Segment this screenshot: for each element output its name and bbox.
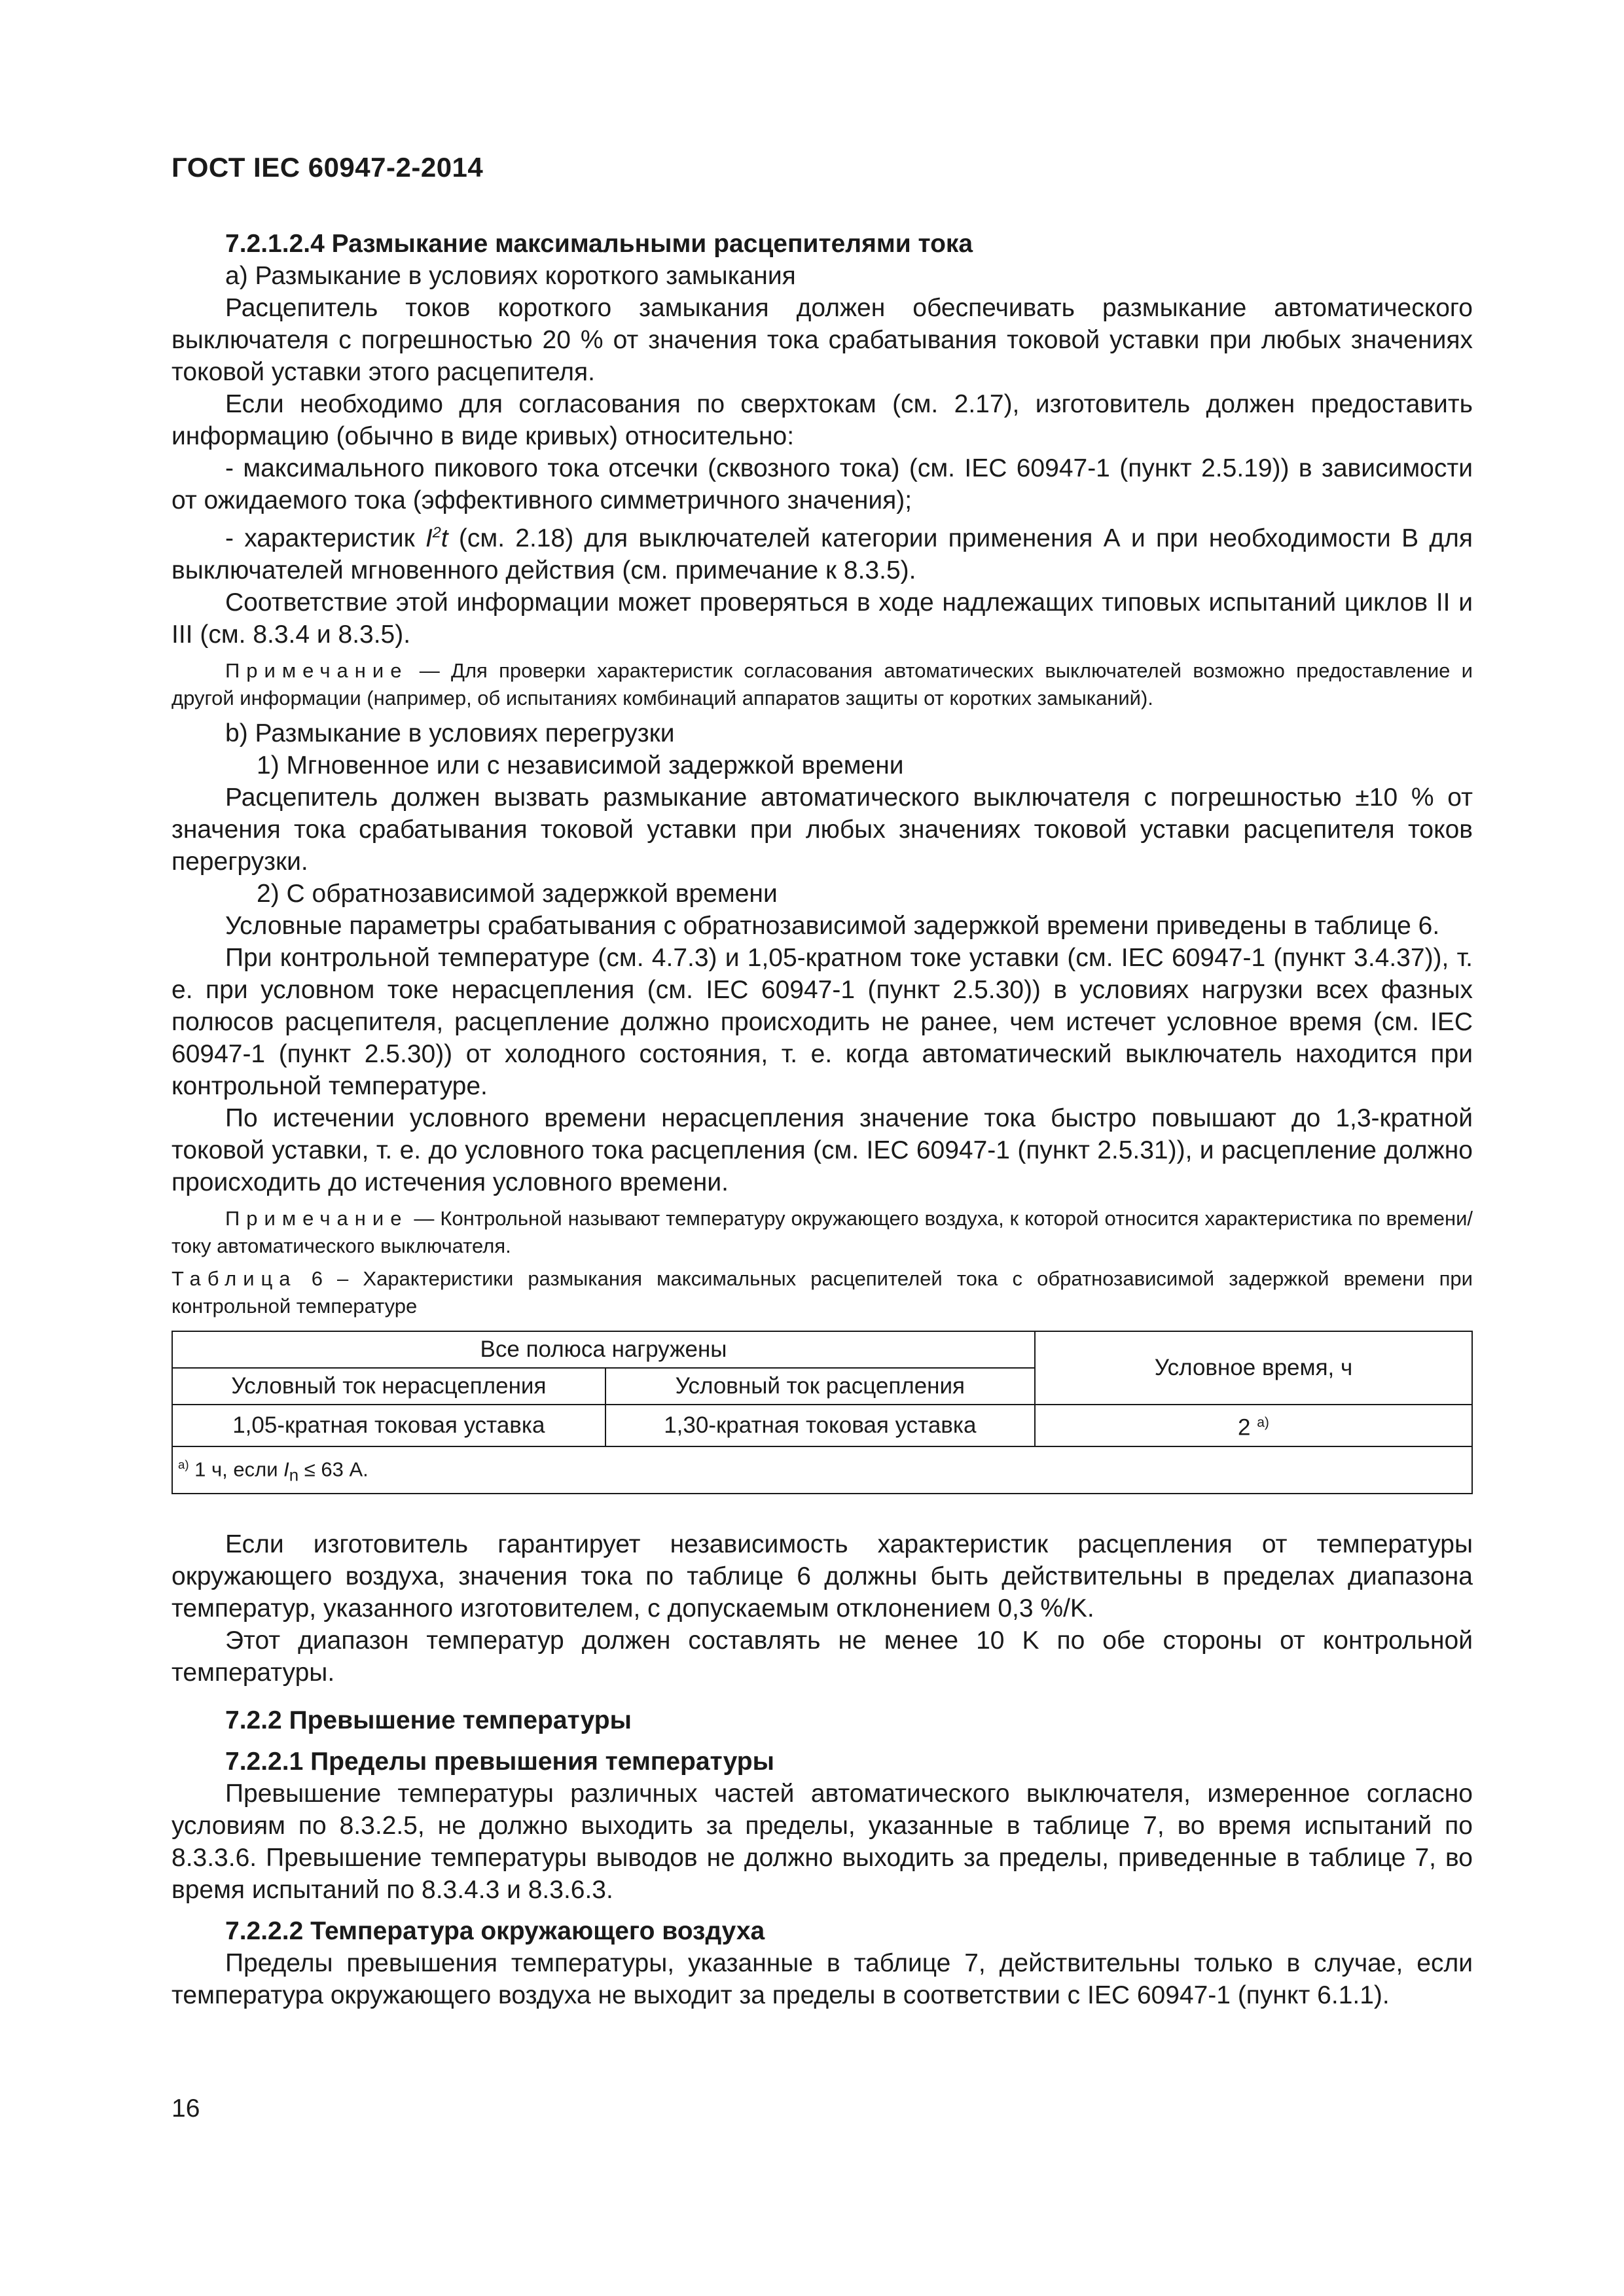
paragraph: Если изготовитель гарантирует независимость характеристик расцепления от температуры окружающего воздуха, значения тока по таблице 6 должны быть действительны в пределах диапазона температур, указанного изготовителем, с допускаемым отклонением 0,3 %/K. — [171, 1530, 1473, 1623]
list-item — [171, 516, 1473, 586]
note-text: — Для проверки характеристик согласования автоматических выключателей возможно предоставление и другой информации (например, об испытаниях комбинаций аппаратов защиты от коротких замыканий). — [171, 659, 1473, 709]
subsection-b1-title: 1) Мгновенное или с независимой задержкой времени — [257, 751, 904, 780]
paragraph: Превышение температуры различных частей автоматического выключателя, измеренное согласно условиям по 8.3.2.5, не должно выходить за пределы, указанные в таблице 7, во время испытаний по 8.3.3.6. Превышение температуры выводов не должно выходить за пределы, приведенные в таблице 7, во время испытаний по 8.3.4.3 и 8.3.6.3. — [171, 1780, 1473, 1905]
paragraph: Расцепитель должен вызвать размыкание автоматического выключателя с погрешностью ±10 % от значения тока срабатывания токовой уставки при любых значениях токовой уставки расцепителя токов перегрузки. — [171, 783, 1473, 876]
paragraph: Условные параметры срабатывания с обратнозависимой задержкой времени приведены в таблице 6. — [225, 912, 1440, 940]
formula-symbol: I — [425, 524, 433, 552]
subsection-b-title: b) Размыкание в условиях перегрузки — [225, 719, 675, 747]
cell-trip-current: 1,30-кратная токовая уставка — [605, 1405, 1035, 1446]
subsection-a-title: a) Размыкание в условиях короткого замыкания — [225, 262, 796, 290]
footnote-text: 1 ч, если — [189, 1457, 284, 1480]
cell-non-trip-current: 1,05-кратная токовая уставка — [172, 1405, 605, 1446]
note-2 — [171, 1205, 1473, 1260]
standard-header: ГОСТ IEC 60947-2-2014 — [171, 152, 484, 183]
formula-exponent: 2 — [432, 524, 441, 541]
paragraph: Этот диапазон температур должен составлять не менее 10 K по обе стороны от контрольной температуры. — [171, 1626, 1473, 1687]
header-trip-current: Условный ток расцепления — [605, 1368, 1035, 1405]
footnote-text: ≤ 63 А. — [298, 1457, 369, 1480]
section-heading-72124: 7.2.1.2.4 Размыкание максимальными расцепителями тока — [225, 230, 973, 258]
note-label: Примечание — [225, 659, 408, 682]
page-content — [171, 228, 1473, 2011]
paragraph: Расцепитель токов короткого замыкания должен обеспечивать размыкание автоматического выключателя с погрешностью 20 % от значения тока срабатывания токовой уставки при любых значениях токовой уставки этого расцепителя. — [171, 294, 1473, 386]
caption-text: 6 – Характеристики размыкания максимальных расцепителей тока с обратнозависимой задержкой времени при контрольной температуре — [171, 1267, 1473, 1318]
footnote-ref: a) — [178, 1457, 189, 1471]
table-caption — [171, 1265, 1473, 1320]
formula-subscript: n — [289, 1466, 299, 1485]
paragraph: Если необходимо для согласования по сверхтокам (см. 2.17), изготовитель должен предоставить информацию (обычно в виде кривых) относительно: — [171, 390, 1473, 450]
section-heading-7222: 7.2.2.2 Температура окружающего воздуха — [225, 1917, 765, 1946]
paragraph: При контрольной температуре (см. 4.7.3) и 1,05-кратном токе уставки (см. IEC 60947-1 (пункт 3.4.37)), т. е. при условном токе нерасцепления (см. IEC 60947-1 (пункт 2.5.30)) в условиях нагрузки всех фазных полюсов расцепителя, расцепление должно происходить не ранее, чем истечет условное время (см. IEC 60947-1 (пункт 2.5.30)) от холодного состояния, т. е. когда автоматический выключатель находится при контрольной температуре. — [171, 944, 1473, 1100]
footnote-ref: a) — [1257, 1415, 1269, 1430]
table-6 — [171, 1331, 1473, 1494]
caption-label: Таблица — [171, 1267, 297, 1290]
paragraph: Соответствие этой информации может проверяться в ходе надлежащих типовых испытаний циклов II и III (см. 8.3.4 и 8.3.5). — [171, 588, 1473, 649]
header-conditional-time: Условное время, ч — [1035, 1331, 1472, 1405]
list-item: - максимального пикового тока отсечки (сквозного тока) (см. IEC 60947-1 (пункт 2.5.19)) в зависимости от ожидаемого тока (эффективного симметричного значения); — [171, 454, 1473, 514]
text-fragment: - характеристик — [225, 524, 425, 552]
note-1 — [171, 657, 1473, 712]
cell-conditional-time — [1035, 1405, 1472, 1446]
page-number: 16 — [171, 2094, 200, 2123]
table-footnote-row — [172, 1446, 1472, 1494]
formula-symbol: t — [441, 524, 448, 552]
table-row — [172, 1405, 1472, 1446]
section-heading-7221: 7.2.2.1 Пределы превышения температуры — [225, 1748, 774, 1776]
header-non-trip-current: Условный ток нерасцепления — [172, 1368, 605, 1405]
table-footnote — [172, 1446, 1472, 1494]
table-header-row — [172, 1331, 1472, 1368]
note-label: Примечание — [225, 1207, 408, 1230]
note-text: — Контрольной называют температуру окружающего воздуха, к которой относится характеристика по времени/току автоматического выключателя. — [171, 1207, 1473, 1257]
text-fragment: (см. 2.18) для выключателей категории применения А и при необходимости В для выключателей мгновенного действия (см. примечание к 8.3.5). — [171, 524, 1473, 584]
paragraph: По истечении условного времени нерасцепления значение тока быстро повышают до 1,3-кратной токовой уставки, т. е. до условного тока расцепления (см. IEC 60947-1 (пункт 2.5.31)), и расцепление должно происходить до истечения условного времени. — [171, 1104, 1473, 1196]
paragraph: Пределы превышения температуры, указанные в таблице 7, действительны только в случае, если температура окружающего воздуха не выходит за пределы в соответствии с IEC 60947-1 (пункт 6.1.1). — [171, 1949, 1473, 2010]
header-all-poles: Все полюса нагружены — [172, 1331, 1035, 1368]
subsection-b2-title: 2) С обратнозависимой задержкой времени — [257, 880, 778, 908]
formula-symbol: I — [283, 1457, 289, 1480]
time-value: 2 — [1238, 1414, 1251, 1441]
section-heading-722: 7.2.2 Превышение температуры — [225, 1706, 632, 1735]
